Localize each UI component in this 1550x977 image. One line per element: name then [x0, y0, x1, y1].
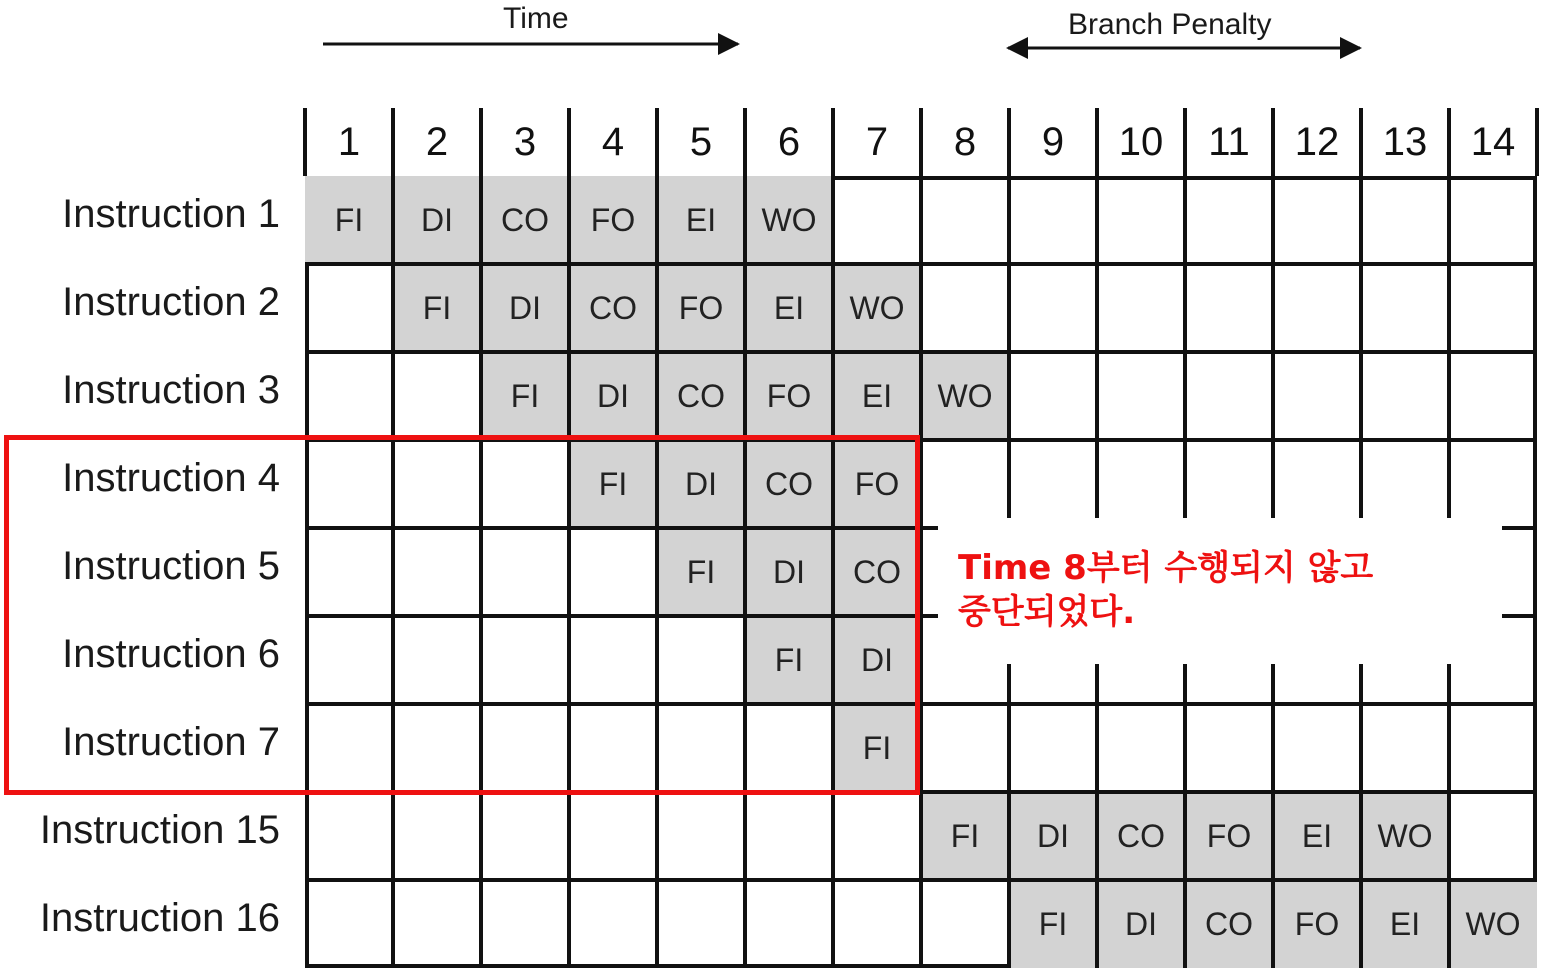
instruction-label: Instruction 6 [62, 632, 280, 676]
time-column-header: 1 [337, 119, 361, 164]
header-divider [655, 108, 659, 176]
instruction-label: Instruction 15 [39, 808, 280, 852]
stage-cell: WO [745, 176, 833, 264]
stage-cell: DI [657, 440, 745, 528]
pipeline-cell [1449, 792, 1537, 880]
pipeline-cell [1009, 704, 1097, 792]
time-column-header: 10 [1118, 119, 1164, 164]
pipeline-cell [1185, 440, 1273, 528]
header-divider [567, 108, 571, 176]
stage-cell: WO [1449, 880, 1537, 968]
time-column-header: 7 [865, 119, 889, 164]
pipeline-cell [1097, 440, 1185, 528]
header-divider [1007, 108, 1011, 176]
time-column-header: 2 [425, 119, 449, 164]
stage-cell: FO [569, 176, 657, 264]
time-column-header: 14 [1470, 119, 1516, 164]
time-axis-label: Time [503, 2, 569, 35]
stage-cell: DI [481, 264, 569, 352]
pipeline-cell [1449, 704, 1537, 792]
stage-cell: DI [1009, 792, 1097, 880]
pipeline-cell [1009, 352, 1097, 440]
pipeline-cell [569, 880, 657, 968]
stage-cell: EI [1273, 792, 1361, 880]
stage-cell: FI [305, 176, 393, 264]
time-column-header: 13 [1382, 119, 1428, 164]
stage-cell: CO [745, 440, 833, 528]
header-divider [303, 108, 307, 176]
pipeline-cell [1009, 440, 1097, 528]
time-column-header: 12 [1294, 119, 1340, 164]
instruction-label: Instruction 2 [62, 280, 280, 324]
pipeline-cell [1097, 176, 1185, 264]
stage-cell: FI [657, 528, 745, 616]
axis-arrows [0, 0, 1550, 120]
pipeline-cell [1009, 264, 1097, 352]
stage-cell: FI [393, 264, 481, 352]
stage-cell: EI [1361, 880, 1449, 968]
pipeline-cell [393, 792, 481, 880]
stage-cell: CO [1185, 880, 1273, 968]
stage-cell: FI [1009, 880, 1097, 968]
pipeline-cell [921, 440, 1009, 528]
pipeline-cell [1185, 704, 1273, 792]
stage-cell: FI [833, 704, 921, 792]
instruction-label: Instruction 16 [39, 896, 280, 940]
instruction-label: Instruction 5 [62, 544, 280, 588]
pipeline-cell [569, 792, 657, 880]
stage-cell: EI [745, 264, 833, 352]
pipeline-cell [393, 352, 481, 440]
stage-cell: FI [569, 440, 657, 528]
pipeline-cell [1185, 352, 1273, 440]
header-divider [743, 108, 747, 176]
stage-cell: FI [481, 352, 569, 440]
pipeline-cell [1449, 440, 1537, 528]
stage-cell: CO [481, 176, 569, 264]
stage-cell: FI [921, 792, 1009, 880]
stage-cell: FO [833, 440, 921, 528]
instruction-label: Instruction 4 [62, 456, 280, 500]
stage-cell: WO [1361, 792, 1449, 880]
time-column-header: 8 [953, 119, 977, 164]
stage-cell: DI [569, 352, 657, 440]
stage-cell: WO [833, 264, 921, 352]
pipeline-cell [1097, 704, 1185, 792]
pipeline-cell [1273, 440, 1361, 528]
pipeline-cell [481, 792, 569, 880]
time-header-row [305, 108, 1537, 176]
stage-cell: CO [833, 528, 921, 616]
branch-penalty-label: Branch Penalty [1068, 8, 1272, 41]
instruction-label: Instruction 3 [62, 368, 280, 412]
pipeline-cell [1185, 176, 1273, 264]
pipeline-cell [1361, 440, 1449, 528]
grid-horizontal-line [305, 878, 1537, 882]
pipeline-cell [1273, 264, 1361, 352]
header-divider [919, 108, 923, 176]
pipeline-cell [1361, 704, 1449, 792]
stage-cell: DI [745, 528, 833, 616]
grid-horizontal-line [305, 262, 1537, 266]
stage-cell: CO [569, 264, 657, 352]
pipeline-cell [305, 792, 393, 880]
pipeline-cell [745, 792, 833, 880]
pipeline-cell [1097, 264, 1185, 352]
header-divider [479, 108, 483, 176]
annotation-line-2: 중단되었다. [958, 592, 1136, 632]
header-divider [1359, 108, 1363, 176]
pipeline-cell [657, 880, 745, 968]
time-column-header: 3 [513, 119, 537, 164]
stage-cell: CO [657, 352, 745, 440]
grid-horizontal-line [305, 350, 1537, 354]
pipeline-cell [833, 176, 921, 264]
instruction-label: Instruction 7 [62, 720, 280, 764]
pipeline-cell [1185, 264, 1273, 352]
pipeline-cell [305, 264, 393, 352]
pipeline-cell [1361, 264, 1449, 352]
header-divider [1095, 108, 1099, 176]
annotation-line-1: Time 8부터 수행되지 않고 [958, 548, 1374, 588]
stage-cell: FO [657, 264, 745, 352]
pipeline-cell [305, 352, 393, 440]
pipeline-cell [1361, 176, 1449, 264]
stage-cell: FO [1185, 792, 1273, 880]
header-divider [1183, 108, 1187, 176]
pipeline-cell [833, 792, 921, 880]
header-divider [391, 108, 395, 176]
pipeline-cell [481, 880, 569, 968]
pipeline-cell [305, 880, 393, 968]
stage-cell: EI [833, 352, 921, 440]
header-divider [1271, 108, 1275, 176]
time-column-header: 6 [777, 119, 801, 164]
pipeline-cell [1449, 264, 1537, 352]
stage-cell: WO [921, 352, 1009, 440]
header-divider [1447, 108, 1451, 176]
stalled-instructions-highlight [4, 435, 920, 795]
instruction-label: Instruction 1 [62, 192, 280, 236]
pipeline-cell [1009, 176, 1097, 264]
stage-cell: CO [1097, 792, 1185, 880]
header-divider [1535, 108, 1539, 176]
pipeline-cell [745, 880, 833, 968]
stage-cell: FO [745, 352, 833, 440]
pipeline-cell [921, 880, 1009, 968]
pipeline-cell [1273, 352, 1361, 440]
pipeline-cell [921, 704, 1009, 792]
stage-cell: FI [745, 616, 833, 704]
stage-cell: DI [393, 176, 481, 264]
pipeline-cell [1097, 352, 1185, 440]
pipeline-cell [1449, 176, 1537, 264]
pipeline-cell [1361, 352, 1449, 440]
time-column-header: 11 [1208, 119, 1250, 164]
pipeline-cell [393, 880, 481, 968]
pipeline-cell [1273, 704, 1361, 792]
pipeline-cell [921, 264, 1009, 352]
time-column-header: 4 [601, 119, 625, 164]
time-column-header: 5 [689, 119, 713, 164]
time-column-header: 9 [1041, 119, 1065, 164]
pipeline-cell [1449, 352, 1537, 440]
pipeline-cell [1273, 176, 1361, 264]
stage-cell: DI [833, 616, 921, 704]
pipeline-cell [833, 880, 921, 968]
pipeline-cell [921, 176, 1009, 264]
header-divider [831, 108, 835, 176]
stage-cell: DI [1097, 880, 1185, 968]
pipeline-cell [657, 792, 745, 880]
stage-cell: EI [657, 176, 745, 264]
stage-cell: FO [1273, 880, 1361, 968]
annotation-text [958, 546, 1478, 634]
